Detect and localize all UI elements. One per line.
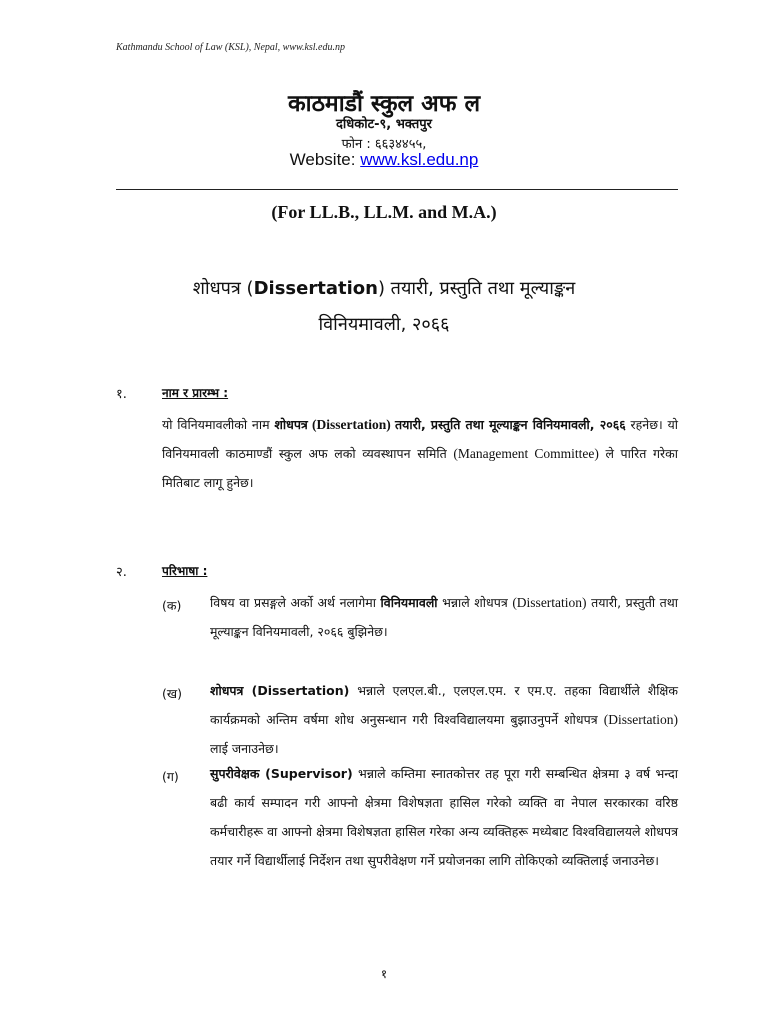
website-line [0, 150, 768, 170]
page-number: १ [380, 967, 388, 981]
definition-kha-text: शोधपत्र (Dissertation) भन्नाले एलएल.बी., एलएल.एम. र एम.ए. तहका विद्यार्थीले शैक्षिक कार्यक्रमको अन्तिम वर्षमा शोध अनुसन्धान गरी विश्वविद्यालयमा बुझाउनुपर्ने शोधपत्र (Dissertation) लाई जनाउनेछ। [210, 683, 678, 756]
org-name: काठमाडौं स्कुल अफ ल [287, 91, 481, 117]
running-header: Kathmandu School of Law (KSL), Nepal, www.ksl.edu.np [116, 42, 345, 53]
program-line: (For LL.B., LL.M. and M.A.) [271, 202, 497, 222]
definition-ga-label: (ग) [162, 769, 179, 784]
section-1-number: १. [116, 387, 127, 402]
definition-ka-text: विषय वा प्रसङ्गले अर्को अर्थ नलागेमा विनियमावली भन्नाले शोधपत्र (Dissertation) तयारी, प्रस्तुती तथा मूल्याङ्कन विनियमावली, २०६६ बुझिनेछ। [210, 595, 679, 639]
definition-kha-label: (ख) [162, 686, 182, 701]
org-phone: फोन : ६६३४४५५, [341, 137, 427, 152]
document-title-line1: शोधपत्र (Dissertation) तयारी, प्रस्तुति तथा मूल्याङ्कन [192, 278, 576, 299]
section-2-heading: परिभाषा : [162, 564, 208, 578]
document-title-line2: विनियमावली, २०६६ [318, 314, 450, 335]
section-1-paragraph: यो विनियमावलीको नाम शोधपत्र (Dissertation) तयारी, प्रस्तुति तथा मूल्याङ्कन विनियमावली, २०६६ रहनेछ। यो विनियमावली काठमाण्डौं स्कुल अफ लको व्यवस्थापन समिति (Management Committee) ले पारित गरेका मितिबाट लागू हुनेछ। [162, 417, 678, 490]
definition-ka-label: (क) [162, 598, 182, 613]
org-address: दधिकोट-९, भक्तपुर [335, 117, 432, 132]
section-2-number: २. [116, 565, 127, 580]
definition-ga-text: सुपरीवेक्षक (Supervisor) भन्नाले कम्तिमा स्नातकोत्तर तह पूरा गरी सम्बन्धित क्षेत्रमा ३ वर्ष भन्दा बढी कार्य सम्पादन गरी आफ्नो क्षेत्रमा विशेषज्ञता हासिल गरेको व्यक्ति वा नेपाल सरकारका वरिष्ठ कर्मचारीहरू वा आफ्नो क्षेत्रमा विशेषज्ञता हासिल गरेका अन्य व्यक्तिहरू मध्येबाट विश्वविद्यालयले शोधपत्र तयार गर्ने विद्यार्थीलाई निर्देशन तथा सुपरीवेक्षण गर्ने प्रयोजनका लागि तोकिएको व्यक्तिलाई जनाउनेछ। [210, 766, 678, 868]
website-link[interactable]: www.ksl.edu.np [360, 150, 479, 169]
header-divider [116, 189, 678, 190]
website-label: Website: [289, 150, 361, 169]
section-1-heading: नाम र प्रारम्भ : [162, 386, 229, 400]
